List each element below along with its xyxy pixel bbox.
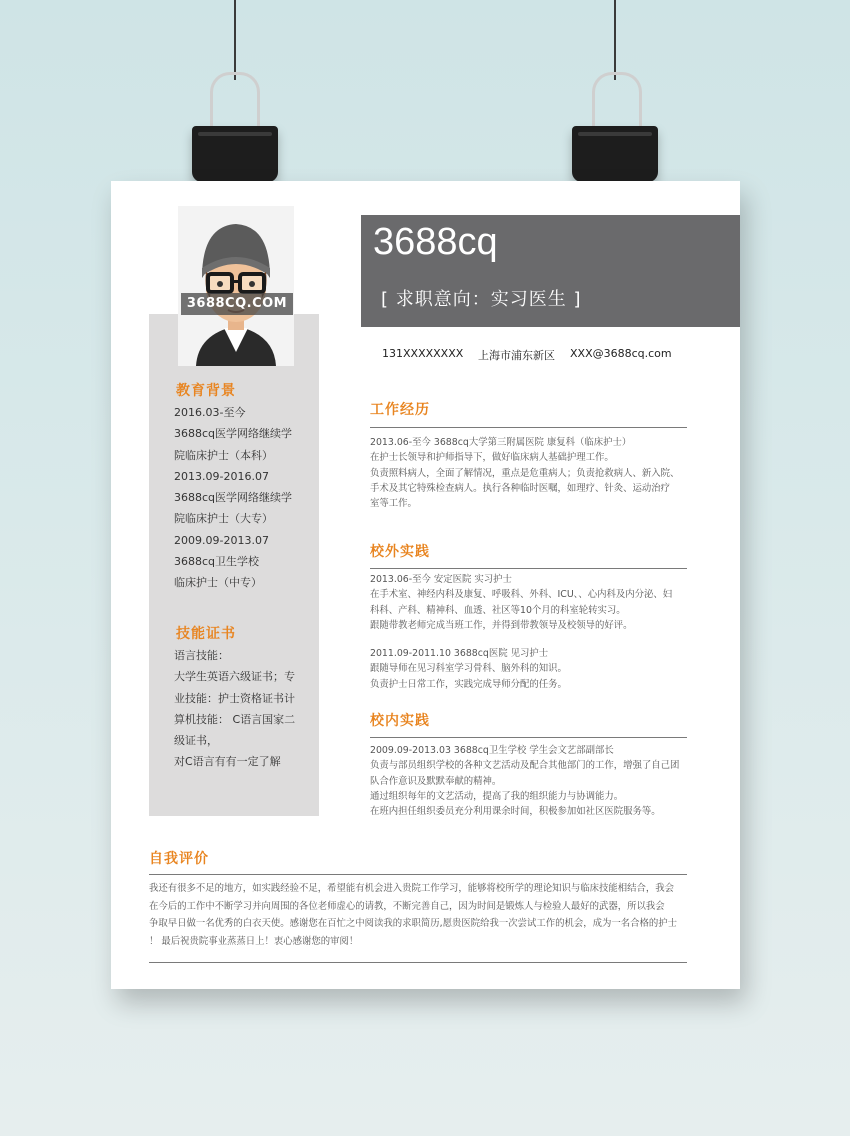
education-line: 2009.09-2013.07 — [174, 533, 269, 547]
work-line: 2013.06-至今 3688cq大学第三附属医院 康复科（临床护士） — [370, 437, 632, 448]
education-line: 2016.03-至今 — [174, 406, 246, 419]
candidate-name: 3688cq — [373, 221, 498, 263]
self-eval-line: 在今后的工作中不断学习并向周围的各位老师虚心的请教，不断完善自己，因为时间是锻炼人与检验人最好的武器，所以我会 — [149, 900, 665, 912]
campus-line: 通过组织每年的文艺活动，提高了我的组织能力与协调能力。 — [370, 790, 624, 802]
education-line: 院临床护士（大专） — [174, 512, 273, 526]
avatar-photo — [178, 206, 294, 366]
skills-line: 大学生英语六级证书；专 — [174, 670, 295, 684]
external-title: 校外实践 — [370, 544, 430, 560]
external-line: 在手术室、神经内科及康复、呼吸科、外科、ICU、、心内科及内分泌、妇 — [370, 589, 673, 601]
education-line: 2013.09-2016.07 — [174, 469, 269, 483]
self-eval-line: ！ 最后祝贵院事业蒸蒸日上！衷心感谢您的审阅！ — [149, 935, 359, 947]
job-intent: [ 求职意向：实习医生 ] — [381, 289, 582, 310]
external-text-1 — [370, 572, 690, 633]
external-line: 跟随导师在见习科室学习骨科、脑外科的知识。 — [370, 663, 567, 675]
campus-divider — [370, 737, 687, 738]
photo-watermark: 3688CQ.COM — [181, 293, 293, 315]
contact-address: 上海市浦东新区 — [478, 349, 555, 362]
skills-line: 语言技能： — [174, 649, 229, 662]
external-divider — [370, 568, 687, 569]
contact-phone: 131XXXXXXXX — [382, 347, 464, 360]
work-title: 工作经历 — [370, 402, 430, 418]
binder-clip-left — [192, 82, 278, 182]
external-text-2 — [370, 646, 690, 692]
self-eval-divider-top — [149, 874, 687, 875]
skills-line: 业技能：护士资格证书计 — [174, 691, 295, 705]
education-list — [174, 402, 299, 594]
external-line: 2013.06-至今 安定医院 实习护士 — [370, 574, 512, 585]
skills-title: 技能证书 — [176, 626, 236, 642]
skills-line: 级证书， — [174, 734, 218, 748]
self-eval-text — [149, 880, 694, 950]
external-line: 科科、产科、精神科、血透、社区等10个月的科室轮转实习。 — [370, 604, 626, 616]
education-line: 3688cq卫生学校 — [174, 555, 260, 569]
sidebar — [149, 314, 319, 816]
work-line: 室等工作。 — [370, 498, 417, 510]
hanging-string-left — [234, 0, 236, 80]
work-line: 在护士长领导和护师指导下，做好临床病人基础护理工作。 — [370, 452, 614, 464]
campus-line: 队合作意识及默默奉献的精神。 — [370, 775, 502, 787]
education-line: 院临床护士（本科） — [174, 448, 273, 462]
hanging-string-right — [614, 0, 616, 80]
self-eval-divider-bottom — [149, 962, 687, 963]
self-eval-title: 自我评价 — [149, 851, 209, 867]
header-bar — [361, 215, 740, 327]
binder-clip-right — [572, 82, 658, 182]
work-line: 负责照料病人，全面了解情况，重点是危重病人；负责抢救病人、新入院、 — [370, 467, 680, 479]
education-title: 教育背景 — [176, 383, 236, 399]
campus-line: 负责与部员组织学校的各种文艺活动及配合其他部门的工作，增强了自己团 — [370, 760, 680, 772]
external-line: 负责护士日常工作，实践完成导师分配的任务。 — [370, 678, 567, 690]
skills-line: 算机技能： C语言国家二 — [174, 712, 296, 726]
self-eval-line: 我还有很多不足的地方，如实践经验不足，希望能有机会进入贵院工作学习，能够将校所学的理论知识与临床技能相结合，我会 — [149, 883, 675, 894]
education-line: 3688cq医学网络继续学 — [174, 491, 293, 505]
education-line: 临床护士（中专） — [174, 576, 262, 590]
campus-title: 校内实践 — [370, 713, 430, 729]
external-line: 2011.09-2011.10 3688cq医院 见习护士 — [370, 648, 549, 659]
work-divider — [370, 427, 687, 428]
external-line: 跟随带教老师完成当班工作，并得到带教领导及校领导的好评。 — [370, 619, 633, 631]
work-line: 手术及其它特殊检查病人。执行各种临时医嘱，如理疗、针灸、运动治疗 — [370, 482, 671, 494]
skills-line: 对C语言有有一定了解 — [174, 755, 281, 769]
campus-line: 在班内担任组织委员充分利用课余时间，积极参加如社区医院服务等。 — [370, 806, 661, 818]
skills-list — [174, 645, 299, 773]
education-line: 3688cq医学网络继续学 — [174, 427, 293, 441]
contact-email: XXX@3688cq.com — [570, 347, 672, 360]
work-text — [370, 435, 690, 511]
campus-line: 2009.09-2013.03 3688cq卫生学校 学生会文艺部副部长 — [370, 745, 614, 756]
campus-text — [370, 743, 690, 819]
resume-sheet — [111, 181, 740, 989]
self-eval-line: 争取早日做一名优秀的白衣天使。感谢您在百忙之中阅读我的求职简历,愿贵医院给我一次尝试工作的机会，成为一名合格的护士 — [149, 918, 677, 930]
